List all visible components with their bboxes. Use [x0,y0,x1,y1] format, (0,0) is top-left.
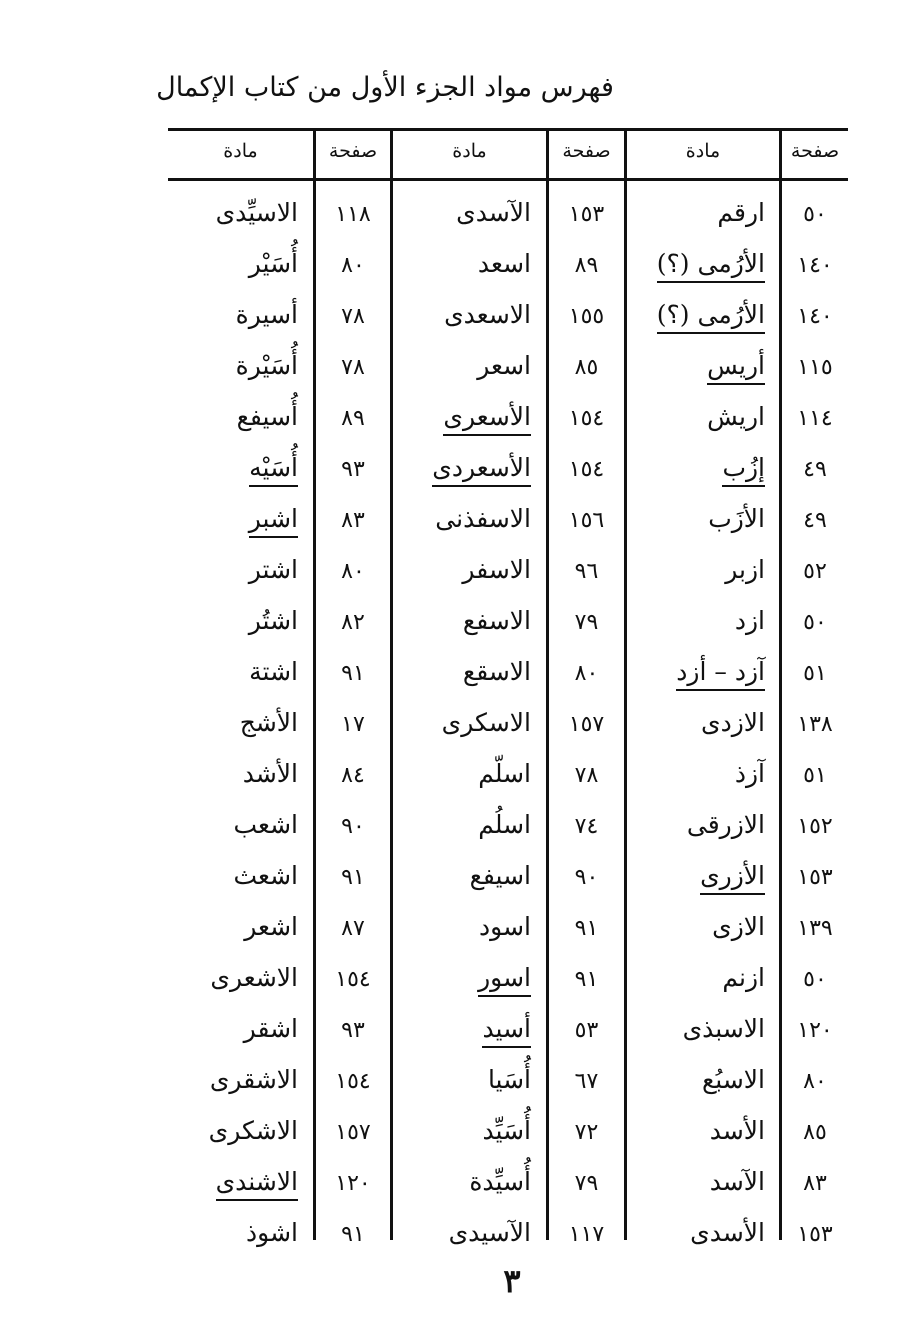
term-text: أُسَيِّد [482,1116,531,1145]
term-text: ازنم [722,963,765,992]
page-ref: ٥٢ [803,559,827,584]
term-entry [396,249,531,278]
page-ref: ٨٣ [803,1171,827,1196]
term-entry [630,759,765,788]
term-entry [396,963,531,992]
page-ref: ٩١ [574,916,599,941]
term-entry [168,606,298,635]
term-text: أسيد [482,1014,531,1048]
page-ref: ٨٠ [341,559,365,584]
term-entry [396,198,531,227]
term-text: أُسَيا [487,1065,531,1094]
term-entry [168,504,298,533]
term-text: ارقم [717,198,765,227]
page-ref: ٨٠ [803,1069,827,1094]
page-ref: ١١٧ [568,1222,605,1247]
page-ref: ١٣٩ [797,916,833,941]
term-text: الاسفر [462,555,531,584]
page-ref: ٥٠ [803,202,827,227]
term-text: أُسيِّدة [469,1167,531,1196]
page-ref: ١٥٤ [335,967,371,992]
table-row [168,496,848,547]
term-text: اشعر [244,912,298,941]
page-ref: ٨٩ [341,406,365,431]
term-text: اريش [707,402,765,431]
header-term: مادة [685,140,721,162]
term-text: اسلّم [478,759,531,788]
table-row [168,1159,848,1210]
term-text: ازبر [725,555,765,584]
page-ref: ٦٧ [574,1069,599,1094]
page-ref: ٩١ [341,661,365,686]
page-ref: ١٣٨ [797,712,833,737]
term-entry [396,1167,531,1196]
page-ref: ١٥٦ [568,508,605,533]
page-ref: ١٥٢ [797,814,833,839]
term-text: اسور [478,963,531,997]
term-text: اشوذ [246,1218,298,1247]
page-ref: ١٤٠ [797,253,833,278]
term-entry [396,759,531,788]
term-text: ازد [734,606,765,635]
table-header-rule [168,178,848,181]
header-page: صفحة [790,140,840,162]
term-text: الاسفذنى [435,504,531,533]
page-ref: ٩٠ [574,865,599,890]
table-row [168,1006,848,1057]
table-row [168,190,848,241]
term-entry [630,555,765,584]
page-ref: ١٥٣ [797,865,833,890]
term-entry [630,963,765,992]
term-entry [630,249,765,278]
page-ref: ٩٠ [341,814,365,839]
page-ref: ٨٤ [341,763,365,788]
page-title: فهرس مواد الجزء الأول من كتاب الإكمال [156,72,614,103]
page-ref: ٥٠ [803,967,827,992]
table-row [168,853,848,904]
term-entry [168,1167,298,1196]
term-entry [168,300,298,329]
term-entry [630,351,765,380]
term-text: اشتر [248,555,298,584]
term-entry [630,1218,765,1247]
page-ref: ٨٣ [341,508,365,533]
table-row [168,649,848,700]
term-entry [396,708,531,737]
table-row [168,1210,848,1261]
term-text: الاسعدى [444,300,531,329]
term-text: اشتة [249,657,298,686]
term-entry [168,453,298,482]
page-ref: ٨٠ [574,661,599,686]
table-row [168,445,848,496]
term-entry [396,504,531,533]
term-entry [630,453,765,482]
table-row [168,343,848,394]
page-ref: ١١٨ [335,202,371,227]
page-ref: ١٢٠ [335,1171,371,1196]
page-ref: ٨٩ [574,253,599,278]
term-text: آزد – أزد [676,657,765,691]
term-entry [168,402,298,431]
term-text: آزذ [734,759,765,788]
term-text: أُسَيْه [249,453,298,487]
term-entry [396,861,531,890]
page-ref: ٩٣ [341,457,365,482]
page-ref: ٧٨ [341,355,365,380]
term-text: الأرُمى (؟) [657,300,765,334]
term-entry [396,1218,531,1247]
term-entry [168,861,298,890]
page-number: ٣ [503,1262,521,1300]
term-entry [630,504,765,533]
term-entry [630,861,765,890]
index-rows [168,190,848,1261]
term-text: أُسيفع [236,402,298,431]
page-ref: ١٥٧ [568,712,605,737]
term-entry [630,606,765,635]
term-text: أُسَيْرة [235,351,298,380]
term-text: اشبر [249,504,298,538]
page-ref: ٩٦ [574,559,599,584]
term-entry [168,657,298,686]
term-text: الآسدى [456,198,531,227]
page-ref: ١٥٥ [568,304,605,329]
term-text: اسيفع [469,861,531,890]
term-text: اشعب [233,810,298,839]
page-ref: ٩١ [574,967,599,992]
page-ref: ١٤٠ [797,304,833,329]
header-term: مادة [452,140,487,162]
page-ref: ٨٥ [574,355,599,380]
term-entry [396,402,531,431]
table-row [168,547,848,598]
term-entry [630,1065,765,1094]
page-ref: ٧٩ [574,1171,599,1196]
term-entry [168,1065,298,1094]
term-entry [168,810,298,839]
page-ref: ١٢٠ [797,1018,833,1043]
term-text: الاسكرى [441,708,531,737]
term-entry [396,912,531,941]
table-row [168,904,848,955]
term-text: الاشعرى [210,963,298,992]
term-text: الاشقرى [209,1065,298,1094]
index-table [168,128,848,1247]
term-entry [396,1065,531,1094]
page-ref: ١٥٣ [797,1222,833,1247]
page-ref: ٥١ [803,763,827,788]
term-entry [168,708,298,737]
page-ref: ١٥٤ [568,457,605,482]
page-ref: ٨٧ [341,916,365,941]
term-entry [168,1218,298,1247]
term-text: اشعث [233,861,298,890]
term-entry [168,198,298,227]
page-ref: ٨٢ [341,610,365,635]
page-ref: ٩١ [341,865,365,890]
term-entry [630,657,765,686]
term-text: الآسيدى [448,1218,531,1247]
term-entry [168,249,298,278]
term-entry [168,759,298,788]
term-entry [396,606,531,635]
page-ref: ١٥٤ [335,1069,371,1094]
page-ref: ٧٤ [574,814,599,839]
term-entry [630,402,765,431]
term-text: الازرقى [686,810,765,839]
term-entry [396,300,531,329]
table-row [168,955,848,1006]
term-text: الآسد [709,1167,765,1196]
term-entry [396,351,531,380]
term-text: الأزرى [700,861,765,895]
term-entry [630,300,765,329]
term-entry [168,351,298,380]
header-page: صفحة [328,140,378,162]
page-ref: ٨٠ [341,253,365,278]
term-text: الأشج [239,708,298,737]
term-text: الاسبُع [701,1065,765,1094]
term-text: الأرُمى (؟) [657,249,765,283]
term-entry [168,912,298,941]
term-entry [396,555,531,584]
term-entry [168,1116,298,1145]
term-entry [630,1167,765,1196]
term-text: الأسعردى [432,453,531,487]
page-ref: ١٥٣ [568,202,605,227]
term-entry [630,708,765,737]
term-text: اشتُر [248,606,298,635]
term-text: أُسَيْر [248,249,298,278]
term-entry [630,810,765,839]
page-ref: ٩٣ [341,1018,365,1043]
term-text: أسيرة [235,300,298,329]
page-ref: ٧٨ [574,763,599,788]
table-row [168,241,848,292]
term-entry [396,810,531,839]
header-page: صفحة [562,140,611,162]
page-ref: ٤٩ [803,508,827,533]
table-row [168,598,848,649]
page-ref: ١١٤ [797,406,833,431]
term-entry [630,198,765,227]
term-text: اشقر [243,1014,298,1043]
page-ref: ٥٣ [574,1018,599,1043]
term-entry [630,1014,765,1043]
page-ref: ٧٨ [341,304,365,329]
term-entry [630,1116,765,1145]
term-text: الأشد [242,759,298,788]
term-text: الأسد [709,1116,765,1145]
term-text: اسلُم [478,810,531,839]
page-ref: ٥١ [803,661,827,686]
page-ref: ١٥٧ [335,1120,371,1145]
term-entry [168,555,298,584]
term-entry [396,657,531,686]
table-row [168,700,848,751]
table-row [168,1057,848,1108]
term-text: الاسبذى [682,1014,765,1043]
term-text: الازدى [701,708,765,737]
term-entry [396,453,531,482]
page-ref: ١٥٤ [568,406,605,431]
page-ref: ٩١ [341,1222,365,1247]
term-text: الاسقع [462,657,531,686]
term-entry [168,963,298,992]
term-text: اسود [479,912,531,941]
term-text: الأسدى [690,1218,765,1247]
table-row [168,751,848,802]
term-entry [396,1014,531,1043]
term-text: الأزَب [708,504,765,533]
term-text: الاشكرى [208,1116,298,1145]
term-text: الأسعرى [443,402,531,436]
term-text: أريس [707,351,765,385]
page-ref: ٥٠ [803,610,827,635]
term-text: الاسيِّدى [215,198,298,227]
term-entry [396,1116,531,1145]
term-text: اسعد [477,249,531,278]
term-text: اسعر [477,351,531,380]
term-text: إزُب [722,453,765,487]
page-ref: ٨٥ [803,1120,827,1145]
page-ref: ١٧ [341,712,365,737]
page-ref: ٤٩ [803,457,827,482]
header-term: مادة [223,140,258,162]
page-ref: ١١٥ [797,355,833,380]
table-top-rule [168,128,848,131]
table-row [168,292,848,343]
table-row [168,394,848,445]
table-row [168,1108,848,1159]
term-text: الاشندى [216,1167,298,1201]
page-ref: ٧٩ [574,610,599,635]
term-text: الاسفع [462,606,531,635]
term-entry [168,1014,298,1043]
table-row [168,802,848,853]
term-text: الازى [712,912,765,941]
term-entry [630,912,765,941]
page-ref: ٧٢ [574,1120,599,1145]
